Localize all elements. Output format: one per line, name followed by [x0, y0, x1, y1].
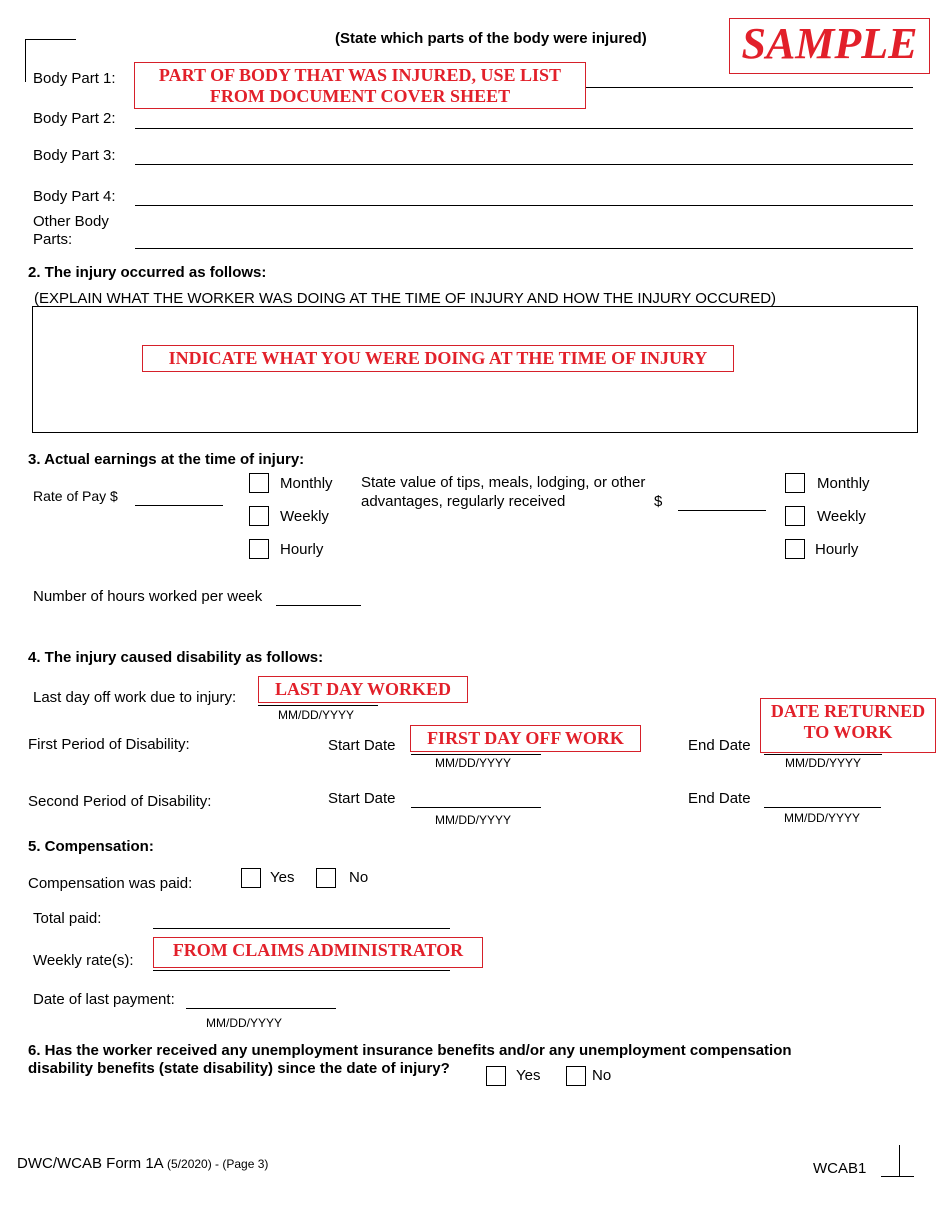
annotation-weekly-rate: FROM CLAIMS ADMINISTRATOR [153, 937, 483, 968]
form-detail: (5/2020) - (Page 3) [167, 1157, 269, 1171]
last-day-off-field[interactable] [258, 705, 378, 706]
body-part-2-field[interactable] [135, 128, 913, 129]
tips-hourly-label: Hourly [815, 541, 859, 558]
last-day-off-label: Last day off work due to injury: [33, 689, 237, 706]
body-part-4-field[interactable] [135, 205, 913, 206]
total-paid-label: Total paid: [33, 910, 102, 927]
compensation-paid-label: Compensation was paid: [28, 875, 193, 892]
compensation-paid-no-checkbox[interactable] [316, 868, 336, 888]
compensation-paid-yes-checkbox[interactable] [241, 868, 261, 888]
last-payment-label: Date of last payment: [33, 991, 175, 1008]
body-part-4-label: Body Part 4: [33, 188, 116, 205]
first-period-end-field[interactable] [764, 754, 882, 755]
hours-per-week-field[interactable] [276, 605, 361, 606]
total-paid-field[interactable] [153, 928, 450, 929]
second-period-start-field[interactable] [411, 807, 541, 808]
rate-monthly-checkbox[interactable] [249, 473, 269, 493]
annotation-first-day-off: FIRST DAY OFF WORK [410, 725, 641, 752]
body-parts-instruction: (State which parts of the body were injured) [335, 30, 647, 47]
first-period-end-format: MM/DD/YYYY [785, 756, 862, 770]
body-part-3-label: Body Part 3: [33, 147, 116, 164]
unemployment-no-checkbox[interactable] [566, 1066, 586, 1086]
compensation-paid-yes-label: Yes [270, 869, 295, 886]
tips-weekly-checkbox[interactable] [785, 506, 805, 526]
tips-monthly-checkbox[interactable] [785, 473, 805, 493]
section-5-heading: 5. Compensation: [28, 838, 154, 855]
tips-dollar-sign: $ [654, 493, 663, 510]
first-period-start-label: Start Date [328, 737, 396, 754]
weekly-rate-field[interactable] [153, 970, 450, 971]
second-period-label: Second Period of Disability: [28, 793, 212, 810]
tips-label-line1: State value of tips, meals, lodging, or other [361, 474, 646, 491]
tips-monthly-label: Monthly [817, 475, 870, 492]
hours-per-week-label: Number of hours worked per week [33, 588, 263, 605]
second-period-start-format: MM/DD/YYYY [435, 813, 512, 827]
section-4-heading: 4. The injury caused disability as follows: [28, 649, 324, 666]
footer-code: WCAB1 [813, 1160, 867, 1177]
second-period-end-format: MM/DD/YYYY [784, 811, 861, 825]
rate-hourly-checkbox[interactable] [249, 539, 269, 559]
body-part-3-field[interactable] [135, 164, 913, 165]
other-body-parts-field[interactable] [135, 248, 913, 249]
rate-weekly-label: Weekly [280, 508, 329, 525]
form-name: DWC/WCAB Form 1A [17, 1155, 163, 1172]
weekly-rate-label: Weekly rate(s): [33, 952, 134, 969]
first-period-start-field[interactable] [411, 754, 541, 755]
section-3-heading: 3. Actual earnings at the time of injury: [28, 451, 305, 468]
body-part-1-label: Body Part 1: [33, 70, 116, 87]
rate-of-pay-field[interactable] [135, 505, 223, 506]
first-period-start-format: MM/DD/YYYY [435, 756, 512, 770]
last-payment-field[interactable] [186, 1008, 336, 1009]
second-period-end-field[interactable] [764, 807, 881, 808]
footer-form-name [17, 1155, 268, 1172]
rate-monthly-label: Monthly [280, 475, 333, 492]
other-body-parts-label-line2: Parts: [33, 231, 73, 248]
tips-weekly-label: Weekly [817, 508, 866, 525]
rate-of-pay-label: Rate of Pay $ [33, 488, 118, 504]
first-period-end-label: End Date [688, 737, 751, 754]
annotation-body-part: PART OF BODY THAT WAS INJURED, USE LIST FROM DOCUMENT COVER SHEET [134, 62, 586, 109]
section-6-question-line1: 6. Has the worker received any unemployment insurance benefits and/or any unemployment compensation [28, 1042, 792, 1059]
second-period-end-label: End Date [688, 790, 751, 807]
section-6-question-line2: disability benefits (state disability) since the date of injury? [28, 1060, 450, 1077]
rate-hourly-label: Hourly [280, 541, 324, 558]
rate-weekly-checkbox[interactable] [249, 506, 269, 526]
compensation-paid-no-label: No [349, 869, 369, 886]
section-2-instruction: (EXPLAIN WHAT THE WORKER WAS DOING AT THE TIME OF INJURY AND HOW THE INJURY OCCURED) [34, 290, 777, 307]
first-period-label: First Period of Disability: [28, 736, 190, 753]
annotation-date-returned: DATE RETURNED TO WORK [760, 698, 936, 753]
annotation-injury-description: INDICATE WHAT YOU WERE DOING AT THE TIME OF INJURY [142, 345, 734, 372]
unemployment-yes-label: Yes [516, 1067, 541, 1084]
unemployment-no-label: No [592, 1067, 612, 1084]
last-payment-format: MM/DD/YYYY [206, 1016, 283, 1030]
last-day-off-format: MM/DD/YYYY [278, 708, 355, 722]
sample-watermark: SAMPLE [729, 18, 930, 74]
tips-label-line2: advantages, regularly received [361, 493, 566, 510]
other-body-parts-label-line1: Other Body [33, 213, 109, 230]
annotation-last-day-worked: LAST DAY WORKED [258, 676, 468, 703]
tips-hourly-checkbox[interactable] [785, 539, 805, 559]
unemployment-yes-checkbox[interactable] [486, 1066, 506, 1086]
section-2-heading: 2. The injury occurred as follows: [28, 264, 267, 281]
second-period-start-label: Start Date [328, 790, 396, 807]
body-part-2-label: Body Part 2: [33, 110, 116, 127]
corner-mark-bottom-right [881, 1145, 914, 1176]
tips-value-field[interactable] [678, 510, 766, 511]
